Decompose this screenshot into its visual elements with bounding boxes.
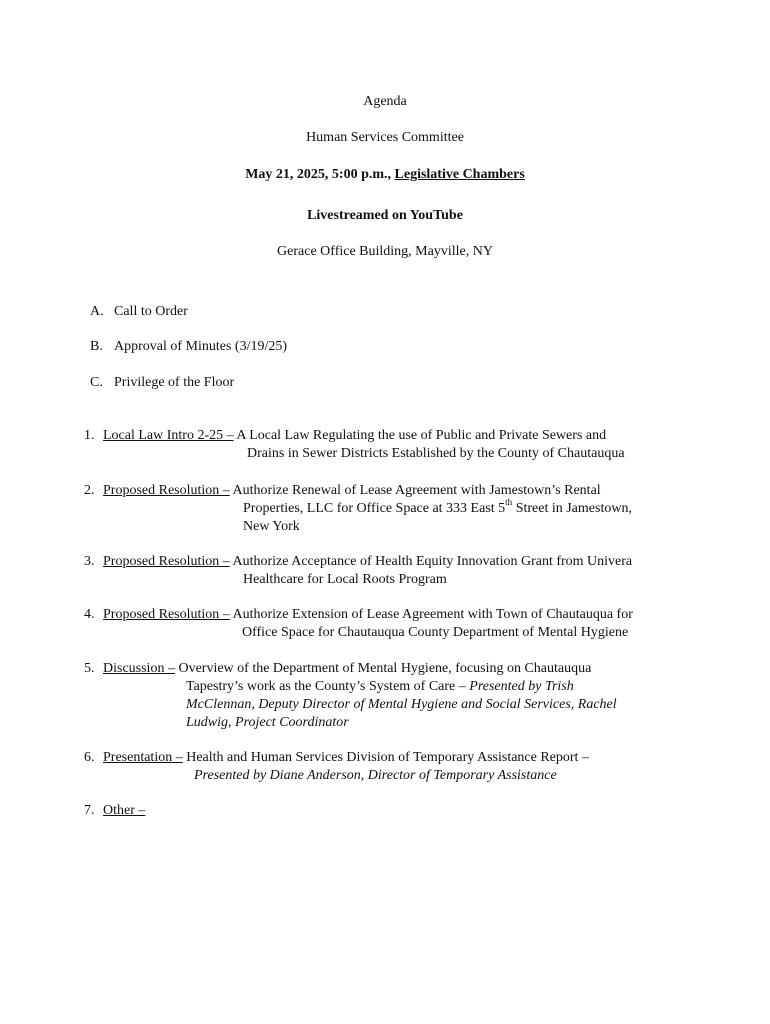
- agenda-item-line: Proposed Resolution – Authorize Renewal of Lease Agreement with Jamestown’s Rental: [103, 483, 601, 498]
- agenda-item-label: Local Law Intro 2-25 –: [103, 428, 234, 443]
- agenda-item-number: 6.: [84, 750, 95, 765]
- agenda-item-number: 7.: [84, 803, 95, 818]
- agenda-item-number: 4.: [84, 607, 95, 622]
- committee-name: Human Services Committee: [306, 130, 464, 145]
- building-address: Gerace Office Building, Mayville, NY: [277, 244, 493, 259]
- agenda-item-number: 2.: [84, 483, 95, 498]
- agenda-item-line: Proposed Resolution – Authorize Extension of Lease Agreement with Town of Chautauqua for: [103, 607, 633, 622]
- agenda-item-line: Presentation – Health and Human Services Division of Temporary Assistance Report –: [103, 750, 589, 765]
- agenda-item-line: Office Space for Chautauqua County Department of Mental Hygiene: [242, 625, 629, 640]
- agenda-item-line: McClennan, Deputy Director of Mental Hygiene and Social Services, Rachel: [186, 697, 617, 712]
- agenda-item-number: 5.: [84, 661, 95, 676]
- agenda-item-number: 3.: [84, 554, 95, 569]
- agenda-item-label: Other –: [103, 803, 146, 818]
- agenda-item-number: 1.: [84, 428, 95, 443]
- opening-item-mark: B.: [90, 339, 103, 354]
- agenda-item-label: Proposed Resolution –: [103, 483, 230, 498]
- agenda-item-line: Healthcare for Local Roots Program: [243, 572, 447, 587]
- agenda-item-line: Discussion – Overview of the Department of Mental Hygiene, focusing on Chautauqua: [103, 661, 592, 676]
- agenda-item-line: Local Law Intro 2-25 – A Local Law Regulating the use of Public and Private Sewers and: [103, 428, 607, 443]
- agenda-item-line: Proposed Resolution – Authorize Acceptance of Health Equity Innovation Grant from Univera: [103, 554, 633, 569]
- agenda-item-label: Discussion –: [103, 661, 175, 676]
- opening-item-b: [90, 338, 287, 356]
- agenda-item-line: Presented by Diane Anderson, Director of Temporary Assistance: [194, 768, 557, 783]
- opening-item-text: Call to Order: [114, 304, 188, 319]
- agenda-title: Agenda: [363, 94, 407, 109]
- livestream-note: Livestreamed on YouTube: [307, 208, 463, 223]
- agenda-item-line: Ludwig, Project Coordinator: [186, 715, 349, 730]
- opening-item-a: [90, 303, 188, 321]
- agenda-item-line: [103, 802, 145, 820]
- meeting-chambers: Legislative Chambers: [394, 167, 525, 182]
- agenda-item-label: Presentation –: [103, 750, 183, 765]
- opening-item-mark: C.: [90, 375, 103, 390]
- agenda-item-line: Drains in Sewer Districts Established by the County of Chautauqua: [247, 446, 625, 461]
- agenda-item-line: Properties, LLC for Office Space at 333 East 5th Street in Jamestown,: [243, 497, 632, 516]
- agenda-item-line: New York: [243, 519, 300, 534]
- opening-item-text: Privilege of the Floor: [114, 375, 235, 390]
- opening-item-c: [90, 374, 234, 392]
- meeting-date-time: May 21, 2025, 5:00 p.m.,: [245, 167, 395, 182]
- meeting-date-location: [0, 166, 770, 184]
- agenda-item-label: Proposed Resolution –: [103, 554, 230, 569]
- opening-item-text: Approval of Minutes (3/19/25): [114, 339, 288, 354]
- opening-item-mark: A.: [90, 304, 104, 319]
- agenda-item-label: Proposed Resolution –: [103, 607, 230, 622]
- agenda-item-line: Tapestry’s work as the County’s System of Care – Presented by Trish: [186, 679, 574, 694]
